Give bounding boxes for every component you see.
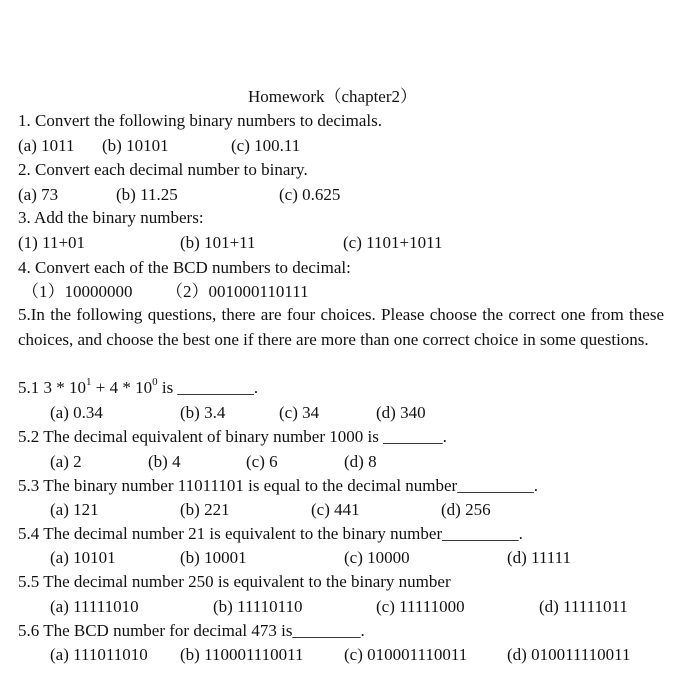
choice: (c) 34: [279, 403, 320, 422]
prompt-text: is _________.: [157, 378, 259, 397]
choice: (a) 121: [50, 500, 99, 519]
choice: (c) 100.11: [231, 136, 301, 155]
choice: (a) 73: [18, 185, 59, 204]
choice: (c) 0.625: [279, 185, 341, 204]
choice: (c) 11111000: [376, 597, 465, 616]
choice: (c) 441: [311, 500, 360, 519]
choice: (b) 10001: [180, 548, 247, 567]
question-5-4-prompt: 5.4 The decimal number 21 is equivalent to the binary number_________.: [18, 524, 523, 543]
choice: (c) 10000: [344, 548, 410, 567]
choice: （1）10000000: [22, 282, 133, 301]
question-5-3-prompt: 5.3 The binary number 11011101 is equal to the decimal number_________.: [18, 476, 538, 495]
choice: (b) 3.4: [180, 403, 226, 422]
choice: (b) 110001110011: [180, 645, 304, 664]
question-1-prompt: 1. Convert the following binary numbers to decimals.: [18, 111, 383, 130]
choice: (c) 6: [246, 452, 278, 471]
exponent: 0: [152, 376, 158, 389]
choice: (d) 256: [441, 500, 491, 519]
choice: (a) 10101: [50, 548, 116, 567]
choice: (b) 101+11: [180, 233, 256, 252]
choice: (1) 11+01: [18, 233, 86, 252]
question-4-prompt: 4. Convert each of the BCD numbers to decimal:: [18, 258, 351, 277]
choice: (a) 111011010: [50, 645, 148, 664]
prompt-text: + 4 * 10: [91, 378, 153, 397]
choice: (b) 10101: [102, 136, 169, 155]
choice: (b) 4: [148, 452, 181, 471]
choice: (a) 0.34: [50, 403, 103, 422]
question-5-1-prompt: [18, 378, 258, 398]
question-5-6-prompt: 5.6 The BCD number for decimal 473 is________.: [18, 621, 365, 640]
choice: (d) 11111011: [539, 597, 628, 616]
question-5-5-prompt: 5.5 The decimal number 250 is equivalent to the binary number: [18, 572, 451, 591]
choice: (b) 11110110: [213, 597, 303, 616]
choice: (c) 1101+1011: [343, 233, 443, 252]
choice: (a) 1011: [18, 136, 75, 155]
prompt-text: 5.1 3 * 10: [18, 378, 86, 397]
question-5-2-prompt: 5.2 The decimal equivalent of binary number 1000 is _______.: [18, 427, 447, 446]
choice: (d) 11111: [507, 548, 572, 567]
question-3-prompt: 3. Add the binary numbers:: [18, 208, 204, 227]
question-2-prompt: 2. Convert each decimal number to binary.: [18, 160, 308, 179]
exponent: 1: [86, 376, 92, 389]
choice: （2）001000110111: [166, 282, 309, 301]
question-5-intro: 5.In the following questions, there are four choices. Please choose the correct one from these choices, and choose the best one if there are more than one correct choice in some questions.: [18, 305, 664, 349]
choice: (d) 340: [376, 403, 426, 422]
choice: (b) 11.25: [116, 185, 178, 204]
choice: (c) 010001110011: [344, 645, 468, 664]
choice: (a) 2: [50, 452, 82, 471]
page-title: Homework（chapter2）: [248, 87, 418, 106]
choice: (d) 8: [344, 452, 377, 471]
choice: (b) 221: [180, 500, 230, 519]
choice: (d) 010011110011: [507, 645, 631, 664]
choice: (a) 11111010: [50, 597, 139, 616]
